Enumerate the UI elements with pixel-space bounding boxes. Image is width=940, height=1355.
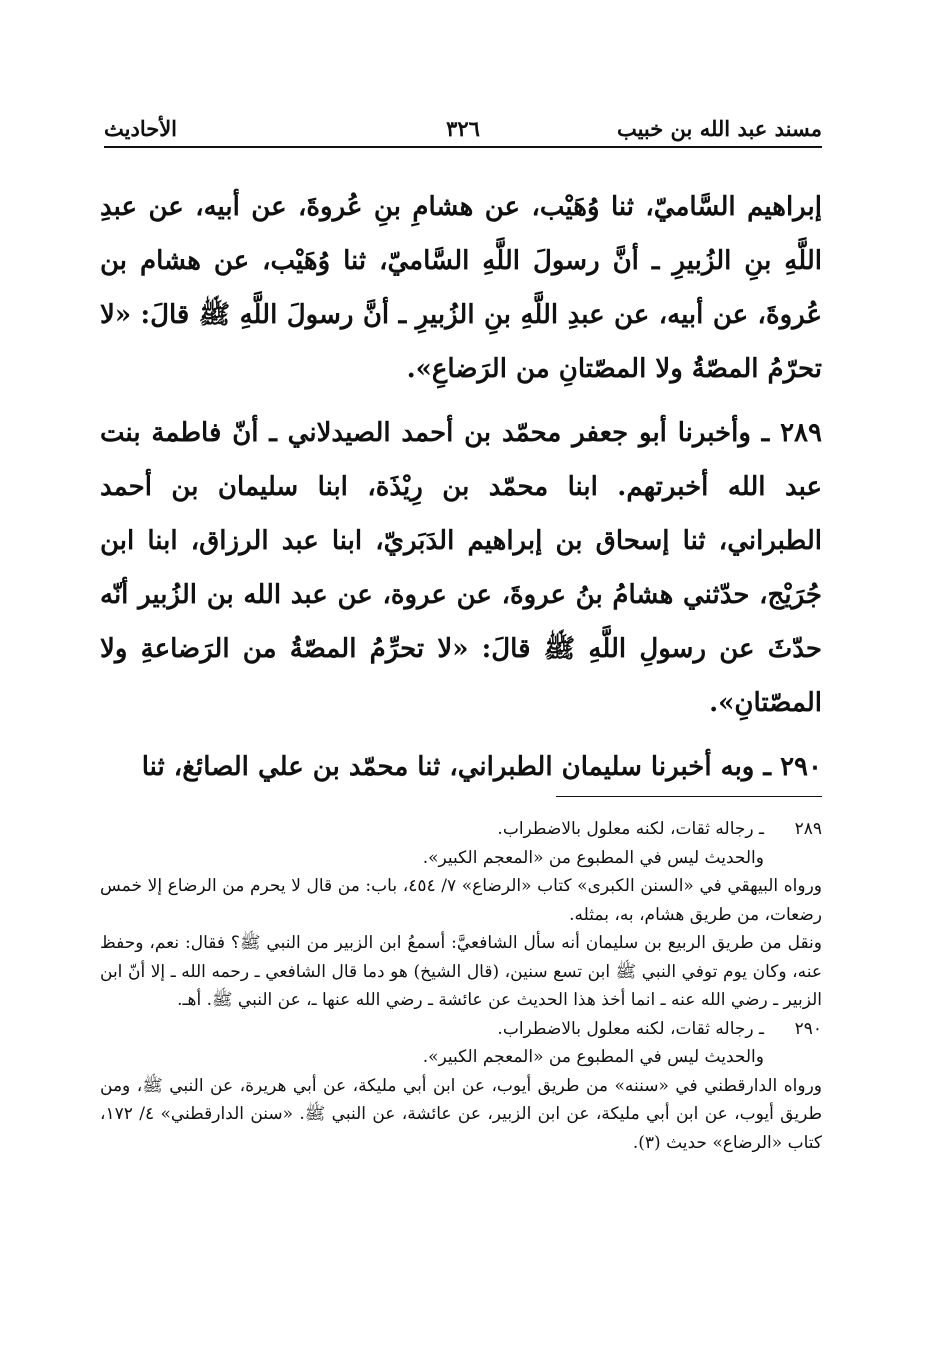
footnote-line: والحديث ليس في المطبوع من «المعجم الكبير». [422, 1047, 764, 1067]
section-title: الأحاديث [104, 116, 178, 141]
footnote-line: ورواه الدارقطني في «سننه» من طريق أيوب، عن ابن أبي مليكة، عن أبي هريرة، عن النبي ﷺ، ومن طريق أيوب، عن ابن أبي مليكة، عن ابن الزبير، عن عائشة، عن النبي ﷺ. «سنن الدارقطني» ٤/ ١٧٢، كتاب «الرضاع» حديث (٣). [100, 1075, 823, 1153]
footnote-line: ـ رجاله ثقات، لكنه معلول بالاضطراب. [497, 819, 764, 839]
footnote-289 [100, 815, 822, 1015]
header-rule [104, 146, 822, 148]
hadith-number: ٢٨٩ [780, 418, 822, 448]
hadith-290 [100, 740, 822, 794]
footnote-line: والحديث ليس في المطبوع من «المعجم الكبير». [422, 847, 764, 868]
hadith-text: ـ وأخبرنا أبو جعفر محمّد بن أحمد الصيدلاني ـ أنّ فاطمة بنت عبد الله أخبرتهم. ابنا محمّد بن رِيْذَة، ابنا سليمان بن أحمد الطبراني، ثنا إسحاق بن إبراهيم الدَبَريّ، ابنا عبد الرزاق، ابنا ابن جُرَيْج، حدّثني هشامُ بنُ عروةَ، عن عروة، عن عبد الله بن الزُبير أنّه حدّثَ عن رسولِ اللَّهِ ﷺ قالَ: «لا تحرِّمُ المصّةُ من الرَضاعةِ ولا المصّتانِ». [100, 418, 822, 718]
footnote-number: ٢٩٠ [794, 1018, 822, 1039]
footnote-line: ـ رجاله ثقات، لكنه معلول بالاضطراب. [497, 1018, 764, 1039]
hadith-289 [100, 406, 822, 730]
page-number: ٣٢٦ [446, 116, 480, 141]
footnote-number: ٢٨٩ [794, 819, 822, 839]
footnote-line: ونقل من طريق الربيع بن سليمان أنه سأل الشافعيَّ: أسمعُ ابن الزبير من النبي ﷺ؟ فقال: نعم، وحفظ عنه، وكان يوم توفي النبي ﷺ ابن تسع سنين، (قال الشيخ) هو دما قال الشافعي ـ رحمه الله ـ إلا أنّ ابن الزبير ـ رضي الله عنه ـ انما أخذ هذا الحديث عن عائشة ـ رضي الله عنها ـ، عن النبي ﷺ. أهـ. [100, 933, 822, 1010]
paragraph-continuation: إبراهيم السَّاميّ، ثنا وُهَيْب، عن هشامِ بنِ عُروةَ، عن أبيه، عن عبدِ اللَّهِ بنِ الزُبيرِ ـ أنَّ رسولَ اللَّهِ السَّاميّ، ثنا وُهَيْب، عن هشام بن عُروةَ، عن أبيه، عن عبدِ اللَّهِ بنِ الزُبيرِ ـ أنَّ رسولَ اللَّهِ ﷺ قالَ: «لا تحرّمُ المصّةُ ولا المصّتانِ من الرَضاعِ». [100, 192, 822, 384]
footnotes [100, 815, 822, 1157]
footnote-290 [100, 1015, 822, 1158]
footnote-separator [556, 796, 822, 797]
main-text [100, 180, 822, 804]
footnote-line: ورواه البيهقي في «السنن الكبرى» كتاب «الرضاع» ٧/ ٤٥٤، باب: من قال لا يحرم من الرضاع إلا خمس رضعات، من طريق هشام، به، بمثله. [100, 876, 822, 925]
hadith-text: ـ وبه أخبرنا سليمان الطبراني، ثنا محمّد بن علي الصائغ، ثنا [141, 752, 772, 782]
book-title: مسند عبد الله بن خبيب [616, 116, 822, 141]
running-header [104, 112, 822, 148]
hadith-number: ٢٩٠ [780, 752, 822, 782]
